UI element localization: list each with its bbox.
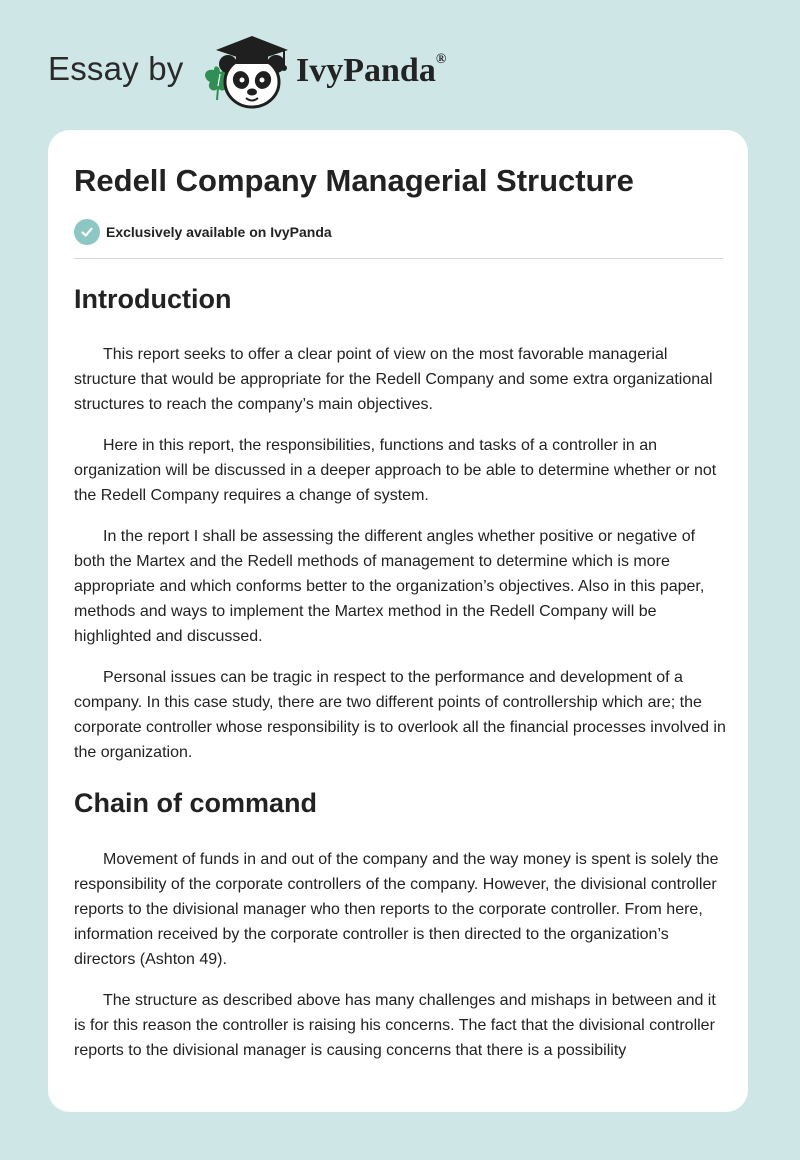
- page-title: Redell Company Managerial Structure: [74, 163, 634, 198]
- site-header: [0, 0, 800, 130]
- section-heading-introduction: Introduction: [74, 284, 232, 315]
- brand-name[interactable]: [296, 52, 446, 90]
- paragraph: This report seeks to offer a clear point of view on the most favorable managerial structure that would be appropriate for the Redell Company and some extra organizational structures to reach the company’s main objectives.: [74, 345, 713, 413]
- essay-content: [74, 162, 726, 1063]
- panda-graduate-logo-icon[interactable]: [200, 30, 294, 112]
- paragraph: In the report I shall be assessing the different angles whether positive or negative of both the Martex and the Redell methods of management to determine which is more appropriate and which conforms better to the organization’s objectives. Also in this paper, methods and ways to implement the Martex method in the Redell Company will be highlighted and discussed.: [74, 527, 705, 645]
- exclusive-badge: [74, 219, 726, 245]
- paragraph: The structure as described above has many challenges and mishaps in between and it is for this reason the controller is raising his concerns. The fact that the divisional controller reports to the divisional manager is causing concerns that there is a possibility: [74, 991, 716, 1059]
- brand-prefix: Essay by: [48, 50, 184, 87]
- check-icon: [74, 219, 100, 245]
- paragraph: Personal issues can be tragic in respect to the performance and development of a company. In this case study, there are two different points of controllership which are; the corporate controller whose responsibility is to overlook all the financial processes involved in the organization.: [74, 668, 726, 761]
- brand-name-text: IvyPanda: [296, 52, 436, 89]
- title-divider: [74, 258, 723, 259]
- badge-text: Exclusively available on IvyPanda: [106, 224, 332, 241]
- paragraph: Here in this report, the responsibilities, functions and tasks of a controller in an organization will be discussed in a deeper approach to be able to determine whether or not the Redell Company requires a change of system.: [74, 436, 717, 504]
- essay-card: [48, 130, 748, 1112]
- section-heading-chain-of-command: Chain of command: [74, 787, 318, 818]
- registered-mark: ®: [435, 51, 447, 67]
- paragraph: Movement of funds in and out of the company and the way money is spent is solely the responsibility of the corporate controllers of the company. However, the divisional controller reports to the divisional manager who then reports to the corporate controller. From here, information received by the corporate controller is then directed to the organization’s directors (Ashton 49).: [74, 850, 719, 968]
